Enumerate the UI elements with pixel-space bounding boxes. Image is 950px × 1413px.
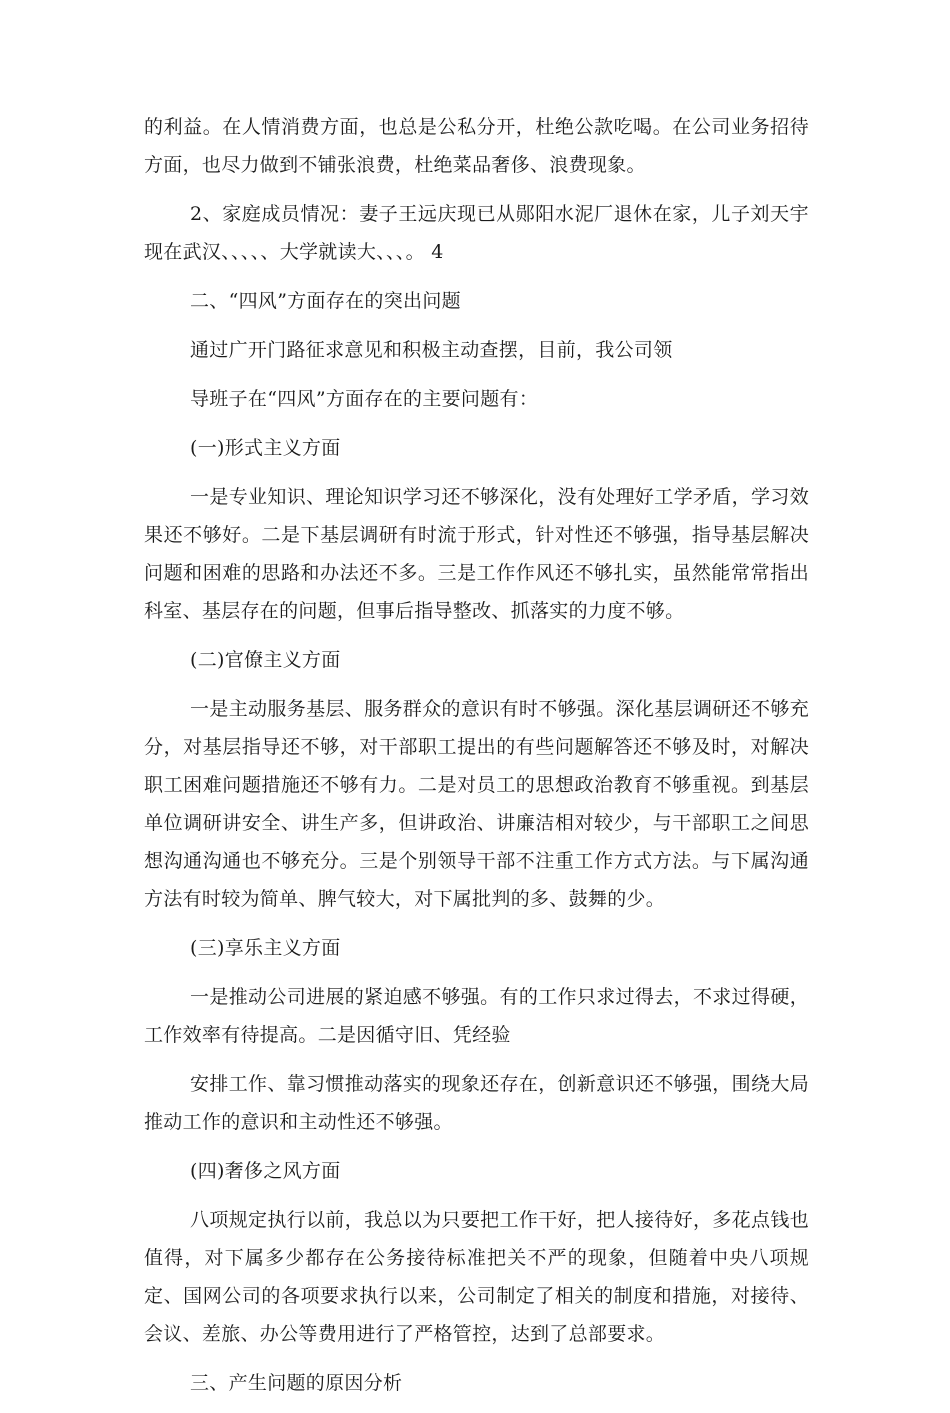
section-heading-3: 三、产生问题的原因分析 — [190, 1372, 403, 1394]
paragraph-hedonism-1: 一是推动公司进展的紧迫感不够强。有的工作只求过得去，不求过得硬，工作效率有待提高。二是因循守旧、凭经验 — [144, 986, 809, 1046]
document-body — [144, 108, 809, 1413]
paragraph-intro-line-1: 通过广开门路征求意见和积极主动查摆，目前，我公司领 — [190, 339, 673, 361]
subheading-formalism: (一)形式主义方面 — [190, 437, 341, 459]
paragraph-intro-line-2: 导班子在“四风”方面存在的主要问题有： — [190, 388, 539, 410]
paragraph-family-members: 2、家庭成员情况：妻子王远庆现已从郧阳水泥厂退休在家，儿子刘天宇现在武汉、、、、、大学就读大、、、。 4 — [144, 203, 809, 263]
paragraph-hedonism-2: 安排工作、靠习惯推动落实的现象还存在，创新意识还不够强，围绕大局推动工作的意识和主动性还不够强。 — [144, 1073, 809, 1133]
paragraph-extravagance: 八项规定执行以前，我总以为只要把工作干好，把人接待好，多花点钱也值得，对下属多少都存在公务接待标准把关不严的现象，但随着中央八项规定、国网公司的各项要求执行以来，公司制定了相关的制度和措施，对接待、会议、差旅、办公等费用进行了严格管控，达到了总部要求。 — [144, 1209, 809, 1345]
paragraph-continuation: 的利益。在人情消费方面，也总是公私分开，杜绝公款吃喝。在公司业务招待方面，也尽力做到不铺张浪费，杜绝菜品奢侈、浪费现象。 — [144, 116, 809, 176]
section-heading-2: 二、“四风”方面存在的突出问题 — [190, 290, 461, 312]
paragraph-formalism: 一是专业知识、理论知识学习还不够深化，没有处理好工学矛盾，学习效果还不够好。二是下基层调研有时流于形式，针对性还不够强，指导基层解决问题和困难的思路和办法还不多。三是工作作风还不够扎实，虽然能常常指出科室、基层存在的问题，但事后指导整改、抓落实的力度不够。 — [144, 486, 809, 622]
subheading-hedonism: (三)享乐主义方面 — [190, 937, 341, 959]
paragraph-bureaucratism: 一是主动服务基层、服务群众的意识有时不够强。深化基层调研还不够充分，对基层指导还不够，对干部职工提出的有些问题解答还不够及时，对解决职工困难问题措施还不够有力。二是对员工的思想政治教育不够重视。到基层单位调研讲安全、讲生产多，但讲政治、讲廉洁相对较少，与干部职工之间思想沟通沟通也不够充分。三是个别领导干部不注重工作方式方法。与下属沟通方法有时较为简单、脾气较大，对下属批判的多、鼓舞的少。 — [144, 698, 809, 910]
subheading-bureaucratism: (二)官僚主义方面 — [190, 649, 341, 671]
subheading-extravagance: (四)奢侈之风方面 — [190, 1160, 341, 1182]
